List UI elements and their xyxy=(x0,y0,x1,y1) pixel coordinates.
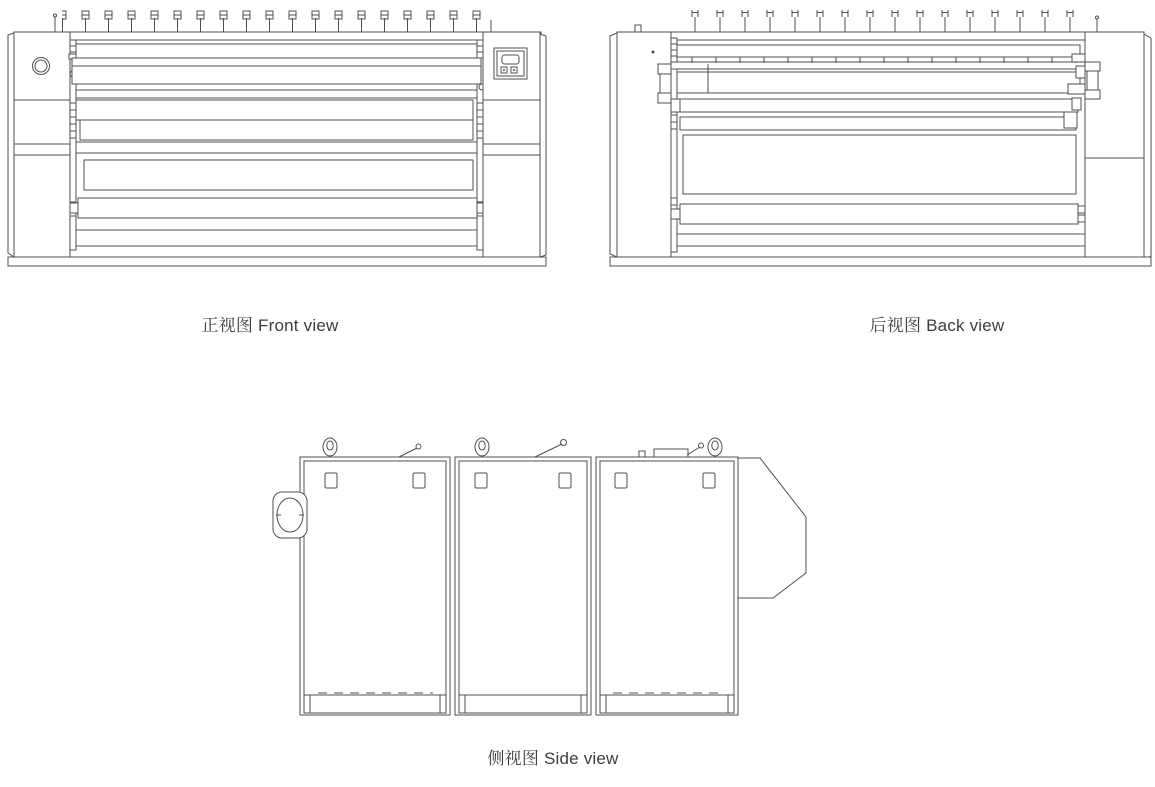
bearing-bracket-left xyxy=(658,64,671,103)
back-view xyxy=(608,8,1153,270)
lifting-eyes xyxy=(323,438,722,457)
right-end-cabinet xyxy=(1064,32,1151,262)
ironing-chest xyxy=(84,160,473,190)
ironing-chest xyxy=(683,135,1076,194)
bearing-bracket-right xyxy=(1085,62,1100,99)
front-view-label: 正视图 Front view xyxy=(201,316,339,335)
latch-rod xyxy=(535,444,562,457)
right-end-cabinet xyxy=(483,32,546,261)
side-panel-2 xyxy=(455,457,591,715)
front-view xyxy=(5,8,550,270)
panel-screw xyxy=(652,51,655,54)
feed-chute xyxy=(734,458,806,598)
back-view-drawing xyxy=(608,8,1153,270)
back-view-label: 后视图 Back view xyxy=(869,316,1005,335)
latch-rod xyxy=(399,448,417,457)
exhaust-duct xyxy=(273,492,307,538)
base-plinth xyxy=(610,257,1151,266)
rear-rollers xyxy=(671,45,1091,246)
top-rail xyxy=(617,32,1144,40)
support-rail xyxy=(671,62,1091,69)
bottom-roller xyxy=(78,198,477,218)
side-view xyxy=(263,428,823,723)
roof-plate xyxy=(654,449,688,457)
left-end-cabinet xyxy=(8,32,70,261)
control-screen xyxy=(502,55,519,64)
left-end-cabinet xyxy=(610,25,671,262)
side-view-drawing xyxy=(263,428,823,723)
side-panel-1 xyxy=(300,457,450,715)
side-view-label: 侧视图 Side view xyxy=(487,749,619,768)
base-plinth xyxy=(8,257,546,266)
feed-clips-row xyxy=(54,8,492,32)
ironing-rollers xyxy=(70,44,485,246)
control-panel xyxy=(494,48,527,79)
rear-clips-row xyxy=(678,8,1099,32)
frame-columns xyxy=(671,38,677,252)
side-panel-3 xyxy=(596,457,738,715)
bottom-roller xyxy=(680,204,1078,224)
latch-rod xyxy=(687,447,700,455)
front-view-drawing xyxy=(5,8,550,270)
top-rail xyxy=(14,32,541,40)
